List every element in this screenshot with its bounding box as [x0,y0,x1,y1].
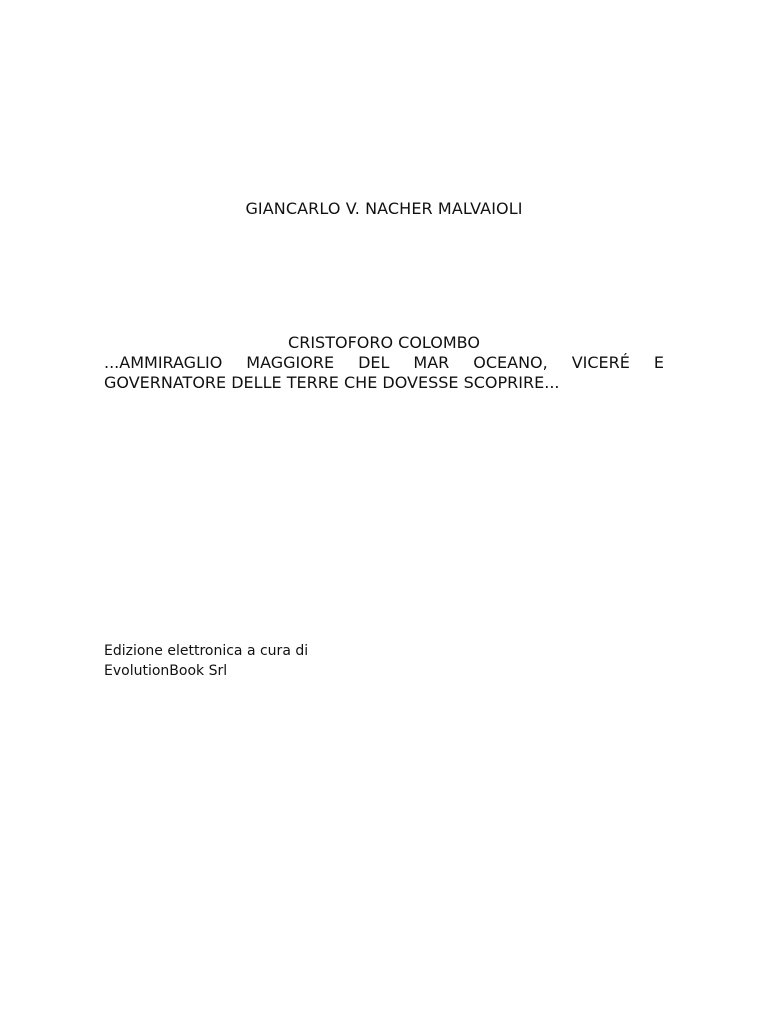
edition-line-1: Edizione elettronica a cura di [104,643,309,659]
author-name: GIANCARLO V. NACHER MALVAIOLI [245,199,523,218]
book-title: CRISTOFORO COLOMBO [288,333,480,352]
edition-note [104,641,504,681]
book-subtitle: ...AMMIRAGLIO MAGGIORE DEL MAR OCEANO, VICERÉ E GOVERNATORE DELLE TERRE CHE DOVESSE SCOPRIRE... [104,353,664,392]
title-block [104,333,664,393]
edition-publisher: EvolutionBook Srl [104,663,228,679]
